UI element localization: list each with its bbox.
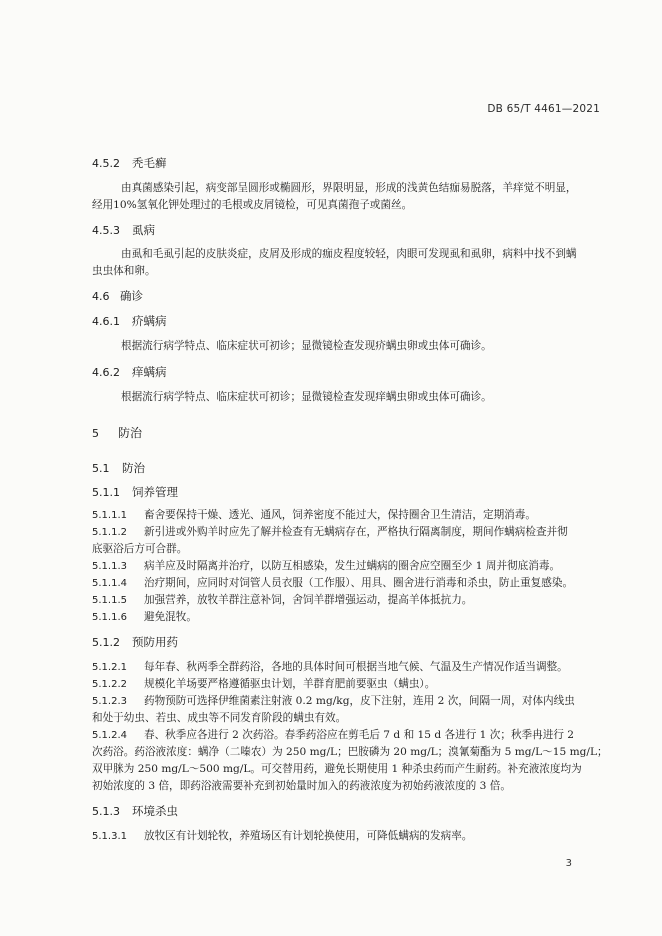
clause-item (92, 659, 604, 677)
clause-text: 加强营养，放牧羊群注意补饲，舍饲羊群增强运动，提高羊体抵抗力。 (144, 594, 473, 606)
heading-title: 防治 (122, 461, 145, 475)
heading-number: 5.1.3 (92, 805, 120, 818)
clause-continuation: 双甲脒为 250 mg/L～500 mg/L。可交替用药，避免长期使用 1 种杀虫药而产生耐药。补充液浓度均为 (92, 763, 582, 775)
clause-number: 5.1.1.1 (92, 510, 127, 521)
heading-title: 疥螨病 (132, 314, 167, 328)
clause-number: 5.1.1.6 (92, 612, 127, 623)
heading-number: 5 (92, 427, 99, 440)
paragraph-line: 根据流行病学特点、临床症状可初诊；显微镜检查发现痒螨虫卵或虫体可确诊。 (121, 391, 492, 403)
heading-title: 秃毛癣 (132, 156, 167, 170)
paragraph-line: 由真菌感染引起，病变部呈圆形或椭圆形，界限明显，形成的浅黄色结痂易脱落，羊痒觉不明显， (121, 182, 577, 194)
clause-number: 5.1.1.3 (92, 561, 127, 572)
heading-5-1-2 (92, 634, 178, 650)
heading-5-1 (92, 460, 145, 476)
heading-4-5-2 (92, 155, 167, 171)
heading-title: 预防用药 (132, 635, 178, 649)
clause-item (92, 828, 604, 846)
heading-number: 5.1.2 (92, 636, 120, 649)
heading-title: 环境杀虫 (132, 804, 178, 818)
clause-text: 病羊应及时隔离并治疗，以防互相感染，发生过螨病的圈舍应空圈至少 1 周并彻底消毒。 (144, 560, 561, 572)
heading-4-6-2 (92, 364, 167, 380)
clause-number: 5.1.1.2 (92, 527, 127, 538)
standard-id: DB 65/T 4461—2021 (487, 103, 600, 115)
clause-item (92, 727, 604, 745)
heading-title: 痒螨病 (132, 365, 167, 379)
clause-number: 5.1.3.1 (92, 831, 127, 842)
clause-item (92, 524, 604, 542)
clause-text: 春、秋季应各进行 2 次药浴。春季药浴应在剪毛后 7 d 和 15 d 各进行 1 次；秋季冉进行 2 (144, 729, 575, 741)
heading-number: 4.5.2 (92, 157, 120, 170)
paragraph-line: 虫虫体和卵。 (92, 265, 156, 277)
heading-number: 5.1.1 (92, 486, 120, 499)
heading-4-6 (92, 288, 143, 304)
heading-4-5-3 (92, 222, 155, 238)
clause-number: 5.1.1.5 (92, 595, 127, 606)
heading-4-6-1 (92, 313, 167, 329)
paragraph-line: 由虱和毛虱引起的皮肤炎症，皮屑及形成的痂皮程度较轻，肉眼可发现虱和虱卵，病料中找不到螨 (121, 248, 577, 260)
clause-text: 治疗期间，应同时对饲管人员衣服（工作服）、用具、圈舍进行消毒和杀虫，防止重复感染。 (144, 577, 574, 589)
clause-number: 5.1.2.2 (92, 679, 127, 690)
clause-text: 避免混牧。 (144, 611, 197, 623)
heading-title: 确诊 (120, 289, 143, 303)
page-number: 3 (565, 858, 572, 869)
paragraph-line: 根据流行病学特点、临床症状可初诊；显微镜检查发现疥螨虫卵或虫体可确诊。 (121, 340, 492, 352)
clause-item (92, 693, 604, 711)
clause-number: 5.1.1.4 (92, 578, 127, 589)
clause-number: 5.1.2.4 (92, 730, 127, 741)
clause-item (92, 676, 604, 694)
clause-text: 新引进或外购羊时应先了解并检查有无螨病存在，严格执行隔离制度，期间作螨病检查并彻 (144, 526, 568, 538)
clause-continuation: 次药浴。药浴液浓度：螨净（二嗪农）为 250 mg/L；巴胺磷为 20 mg/L；溴氰菊酯为 5 mg/L～15 mg/L； (92, 746, 608, 758)
heading-title: 防治 (118, 426, 143, 440)
clause-number: 5.1.2.3 (92, 696, 127, 707)
heading-5 (92, 424, 142, 441)
clause-text: 畜舍要保持干燥、透光、通风，饲养密度不能过大，保持圈舍卫生清洁，定期消毒。 (144, 509, 536, 521)
clause-continuation: 和处于幼虫、若虫、成虫等不同发育阶段的螨虫有效。 (92, 712, 347, 724)
clause-item (92, 558, 604, 576)
clause-item (92, 592, 604, 610)
clause-text: 放牧区有计划轮牧，养殖场区有计划轮换使用，可降低螨病的发病率。 (144, 830, 473, 842)
clause-continuation: 初始浓度的 3 倍，即药浴液需要补充到初始量时加入的药液浓度为初始药液浓度的 3 倍。 (92, 780, 511, 792)
clause-text: 药物预防可选择伊维菌素注射液 0.2 mg/kg，皮下注射，连用 2 次，间隔一周，对体内线虫 (144, 695, 575, 707)
heading-title: 虱病 (132, 223, 155, 237)
heading-5-1-1 (92, 484, 178, 500)
clause-text: 每年春、秋两季全群药浴，各地的具体时间可根据当地气候、气温及生产情况作适当调整。 (144, 661, 568, 673)
heading-number: 5.1 (92, 462, 110, 475)
heading-5-1-3 (92, 803, 178, 819)
clause-item (92, 507, 604, 525)
clause-item (92, 575, 604, 593)
heading-number: 4.6 (92, 290, 110, 303)
clause-number: 5.1.2.1 (92, 662, 127, 673)
clause-item (92, 609, 604, 627)
heading-number: 4.6.1 (92, 315, 120, 328)
heading-title: 饲养管理 (132, 485, 178, 499)
paragraph-line: 经用10%氢氧化钾处理过的毛根或皮屑镜检，可见真菌孢子或菌丝。 (92, 199, 413, 211)
clause-text: 规模化羊场要严格遵循驱虫计划，羊群育肥前要驱虫（螨虫）。 (144, 678, 436, 690)
clause-continuation: 底驱浴后方可合群。 (92, 543, 188, 555)
heading-number: 4.5.3 (92, 224, 120, 237)
heading-number: 4.6.2 (92, 366, 120, 379)
